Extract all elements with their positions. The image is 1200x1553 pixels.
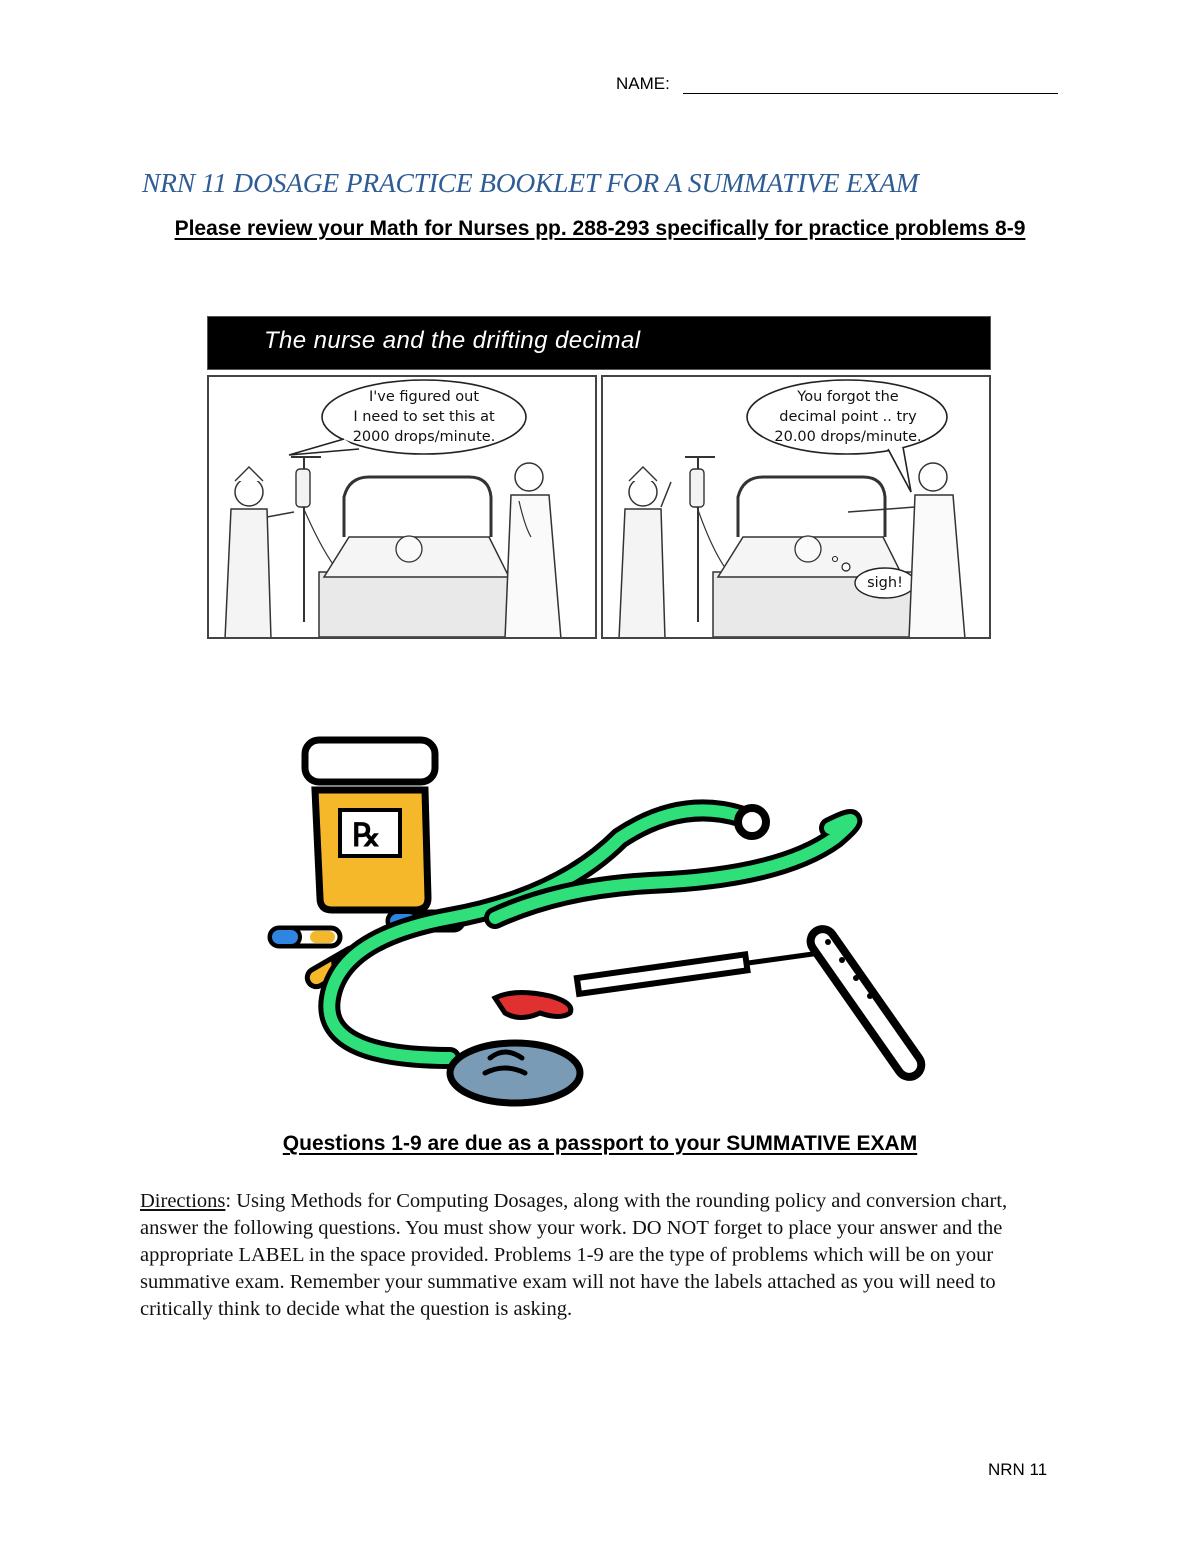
- comic-panel-2: [601, 375, 991, 639]
- directions-text: : Using Methods for Computing Dosages, along with the rounding policy and conversion chart, answer the following questions. You must show your work. DO NOT forget to place your answer and the appropriate LABEL in the space provided. Problems 1-9 are the type of problems which will be on your summative exam. Remember your summative exam will not have the labels attached as you will need to critically think to decide what the question is asking.: [140, 1190, 1008, 1320]
- page-footer-code: NRN 11: [988, 1460, 1048, 1479]
- comic-title-bar: [207, 316, 991, 370]
- pill-bottle-icon: [305, 740, 435, 910]
- thermometer-icon: [806, 924, 926, 1081]
- medical-clipart: [260, 728, 940, 1108]
- questions-heading: Questions 1-9 are due as a passport to your SUMMATIVE EXAM: [282, 1132, 918, 1155]
- syringe-icon: [495, 953, 820, 1018]
- directions-label: Directions: [140, 1190, 226, 1212]
- panel-2-sigh: sigh!: [867, 575, 903, 591]
- comic-panel-1: [207, 375, 597, 639]
- panel-2-speech: You forgot the decimal point .. try 20.00 drops/minute.: [774, 389, 922, 445]
- name-blank-line: [683, 93, 1058, 94]
- svg-text:℞: ℞: [352, 816, 381, 854]
- directions-paragraph: [140, 1188, 1065, 1323]
- comic-title: The nurse and the drifting decimal: [264, 327, 641, 354]
- panel-1-speech: I've figured out I need to set this at 2000 drops/minute.: [352, 389, 496, 445]
- name-label: NAME:: [616, 74, 670, 93]
- review-instruction: Please review your Math for Nurses pp. 288-293 specifically for practice problems 8-9: [174, 217, 1026, 240]
- document-title: NRN 11 DOSAGE PRACTICE BOOKLET FOR A SUMMATIVE EXAM: [142, 167, 919, 198]
